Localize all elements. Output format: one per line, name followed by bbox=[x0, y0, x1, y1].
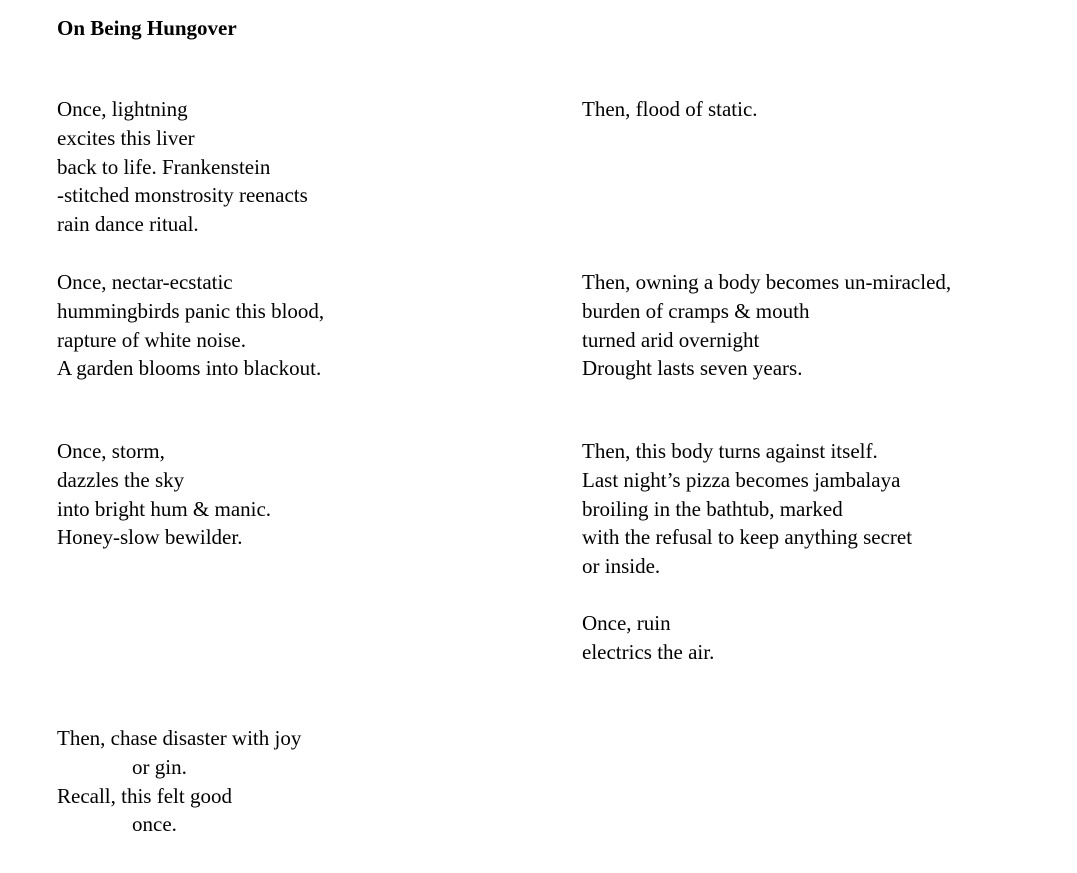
poem-line: Drought lasts seven years. bbox=[582, 356, 803, 381]
poem-line: Once, nectar-ecstatic bbox=[57, 270, 233, 294]
poem-line: Then, chase disaster with joy bbox=[57, 726, 302, 750]
poem-line: Once, lightning bbox=[57, 97, 188, 121]
poem-line: A garden blooms into blackout. bbox=[57, 356, 322, 381]
poem-line: Honey-slow bewilder. bbox=[57, 525, 243, 550]
poem-line: broiling in the bathtub, marked bbox=[582, 496, 843, 521]
poem-line: Last night’s pizza becomes jambalaya bbox=[582, 467, 901, 492]
stanza-right-3 bbox=[582, 437, 912, 581]
poem-line: Then, owning a body becomes un-miracled, bbox=[582, 270, 952, 294]
poem-line: Recall, this felt good bbox=[57, 783, 232, 808]
poem-line: or inside. bbox=[582, 554, 661, 579]
poem-line: Once, ruin bbox=[582, 611, 671, 635]
stanza-right-4 bbox=[582, 609, 714, 667]
stanza-left-1 bbox=[57, 95, 308, 239]
poem-line: -stitched monstrosity reenacts bbox=[57, 183, 308, 208]
poem-line: Then, flood of static. bbox=[582, 97, 758, 121]
poem-line: Once, storm, bbox=[57, 439, 165, 463]
stanza-closing bbox=[57, 724, 301, 839]
stanza-left-3 bbox=[57, 437, 271, 552]
poem-line: Then, this body turns against itself. bbox=[582, 439, 878, 463]
poem-line-indented: once. bbox=[132, 812, 177, 837]
stanza-right-1 bbox=[582, 95, 758, 124]
poem-line-indented: or gin. bbox=[132, 754, 187, 779]
poem-line: rapture of white noise. bbox=[57, 327, 246, 352]
poem-line: with the refusal to keep anything secret bbox=[582, 525, 913, 550]
poem-line: back to life. Frankenstein bbox=[57, 154, 271, 179]
poem-line: dazzles the sky bbox=[57, 467, 185, 492]
stanza-left-2 bbox=[57, 268, 324, 383]
poem-line: burden of cramps & mouth bbox=[582, 298, 810, 323]
poem-title: On Being Hungover bbox=[57, 16, 237, 40]
poem-line: rain dance ritual. bbox=[57, 212, 199, 237]
poem-line: electrics the air. bbox=[582, 639, 715, 664]
poem-line: turned arid overnight bbox=[582, 327, 760, 352]
stanza-right-2 bbox=[582, 268, 951, 383]
poem-line: hummingbirds panic this blood, bbox=[57, 298, 325, 323]
poem-line: into bright hum & manic. bbox=[57, 496, 272, 521]
poem-line: excites this liver bbox=[57, 125, 195, 150]
